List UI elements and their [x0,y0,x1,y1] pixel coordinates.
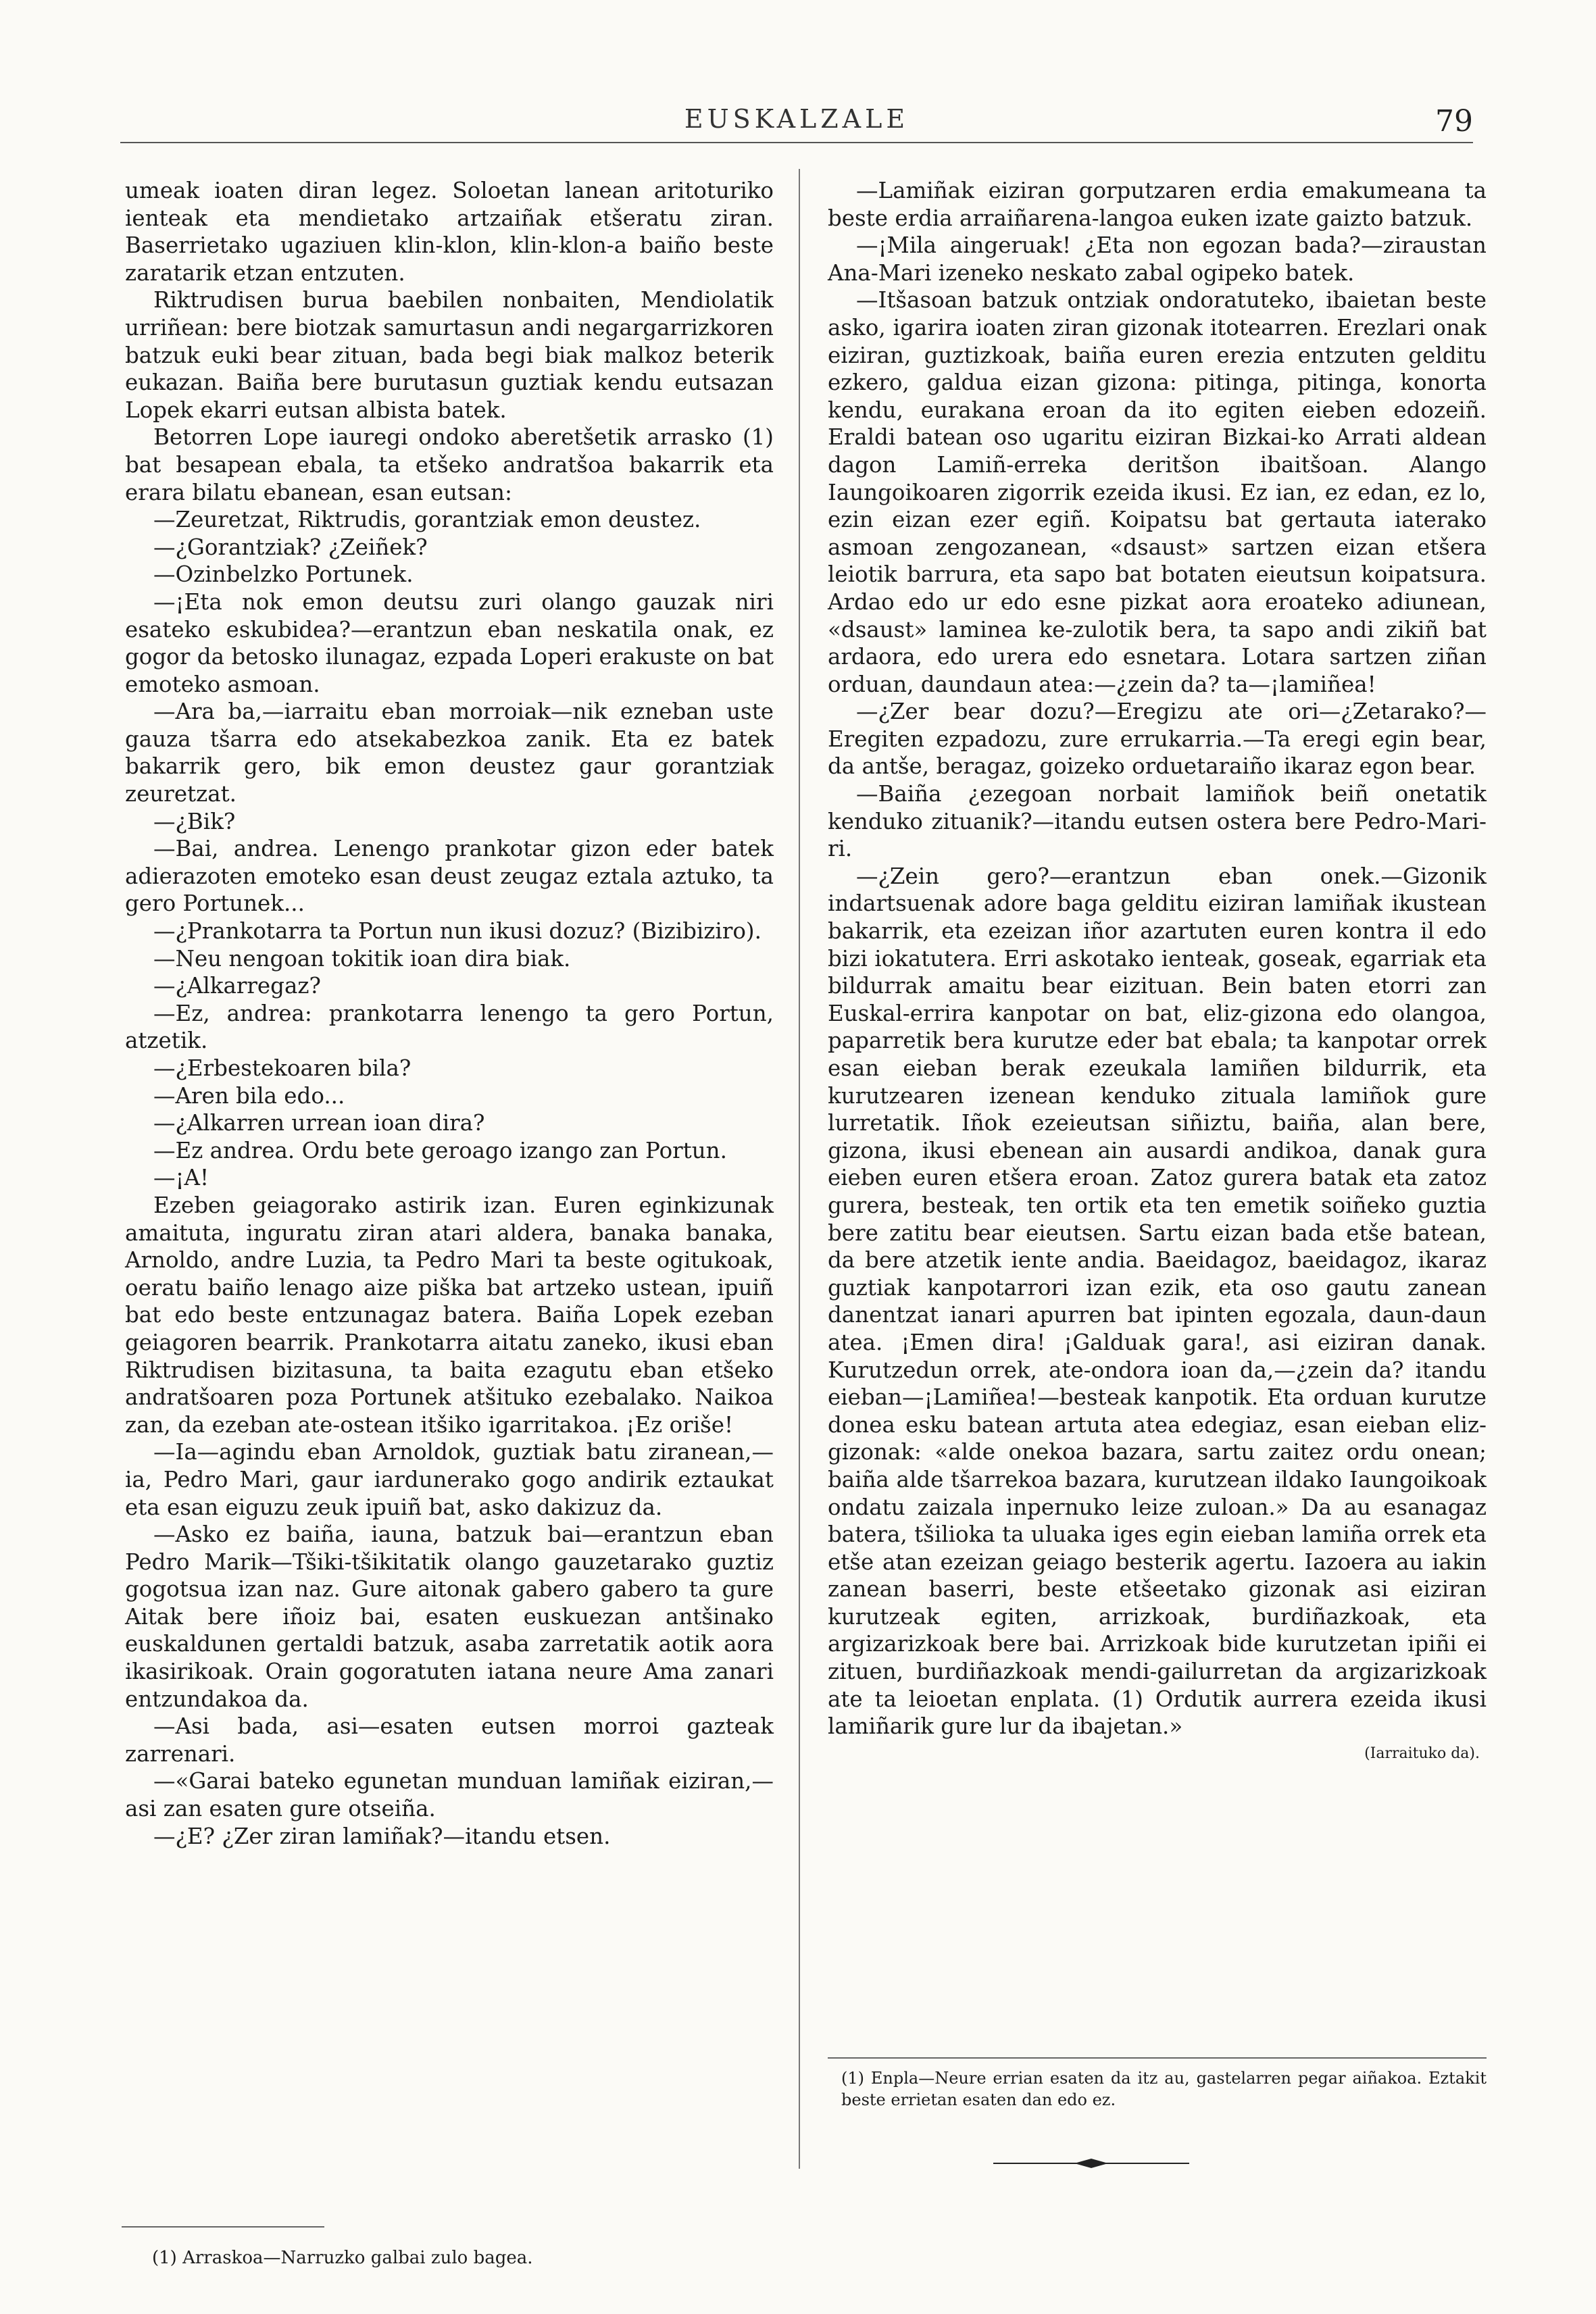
paragraph: —Bai, andrea. Lenengo prankotar gizon eder batek adierazoten emoteko esan deust zeugaz eztala aztuko, ta gero Portunek... [125,836,774,917]
journal-title: EUSKALZALE [684,104,909,134]
paragraph: —Itšasoan batzuk ontziak ondoratuteko, ibaietan beste asko, igarira ioaten ziran gizonak itotearren. Erezlari onak eiziran, guztizkoak, baiña euren erezia entzuten gelditu ezkero, galdua eizan gizona: pitinga, pitinga, konorta kendu, eurakana eroan da ito egiten eieben edozeiñ. Eraldi batean oso ugaritu eiziran Bizkai-ko Arrati aldean dagon Lamiñ-erreka deritšon ibaitšoan. Alango Iaungoikoaren zigorrik ezeida ikusi. Ez ian, ez edan, ez lo, ezin eizan ezer egiñ. Koipatsu bat gertauta iaterako asmoan zengozanean, «dsaust» sartzen eizan etšera leiotik barrura, eta sapo bat botaten eieutsun koipatsura. Ardao edo ur edo esne pizkat aora eroateko adiunean, «dsaust» laminea ke-zulotik bera, ta sapo andi zikiñ bat ardaora, edo urera edo esnetara. Lotara sartzen ziñan orduan, daundaun atea:—¿zein da? ta—¡lamiñea! [828,287,1487,697]
ornament-divider-icon [993,2157,1189,2170]
paragraph: —Ara ba,—iarraitu eban morroiak—nik ezneban uste gauza tšarra edo atsekabezkoa zanik. Eta ez batek bakarrik gero, bik emon deustez gaur gorantziak zeuretzat. [125,699,774,807]
paragraph: —¿Bik? [153,808,236,834]
paragraph: —Baiña ¿ezegoan norbait lamiñok beiñ onetatik kenduko zituanik?—itandu eutsen ostera bere Pedro-Mari-ri. [828,781,1487,862]
paragraph: —¿E? ¿Zer ziran lamiñak?—itandu etsen. [153,1823,611,1849]
continued-note: (Iarraituko da). [1364,1744,1480,1762]
footnote-right: (1) Enpla—Neure errian esaten da itz au, gastelarren pegar aiñakoa. Eztakit beste errietan esaten dan edo ez. [841,2069,1487,2109]
footnote-rule [122,2226,324,2228]
header-rule [120,142,1473,143]
paragraph: Betorren Lope iauregi ondoko aberetšetik arrasko (1) bat besapean ebala, ta etšeko andratšoa bakarrik eta erara bilatu ebanean, esan eutsan: [125,424,774,505]
footnote-left: (1) Arraskoa—Narruzko galbai zulo bagea. [152,2248,533,2268]
paragraph: —¡Mila aingeruak! ¿Eta non egozan bada?—ziraustan Ana-Mari izeneko neskato zabal ogipeko batek. [828,232,1487,286]
paragraph: —Aren bila edo... [153,1082,345,1109]
paragraph: —Ez andrea. Ordu bete geroago izango zan Portun. [153,1137,727,1163]
paragraph: —Lamiñak eiziran gorputzaren erdia emakumeana ta beste erdia arraiñarena-langoa euken izate gaizto batzuk. [828,178,1487,231]
paragraph: —¿Alkarregaz? [153,973,321,999]
page-number: 79 [1435,104,1473,139]
left-column [125,177,774,2197]
paragraph: Ezeben geiagorako astirik izan. Euren eginkizunak amaituta, inguratu ziran atari aldera, banaka banaka, Arnoldo, andre Luzia, ta Pedro Mari ta beste ogitukoak, oeratu baiño lenago aize piška bat artzeko ustean, ipuiñ bat edo beste entzunagaz batera. Baiña Lopek ezeban geiagoren bearrik. Prankotarra aitatu zaneko, ikusi eban Riktrudisen bizitasuna, ta baita ezagutu eban etšeko andratšoaren poza Portunek atšituko ezebalako. Naikoa zan, da ezeban ate-ostean itšiko igarritakoa. ¡Ez oriše! [125,1192,774,1438]
paragraph: —Neu nengoan tokitik ioan dira biak. [153,945,571,972]
paragraph: —¿Erbestekoaren bila? [153,1055,412,1081]
page-header [120,100,1473,147]
paragraph: —«Garai bateko egunetan munduan lamiñak eiziran,—asi zan esaten gure otseiña. [125,1768,774,1822]
paragraph: —Ia—agindu eban Arnoldok, guztiak batu ziranean,—ia, Pedro Mari, gaur iardunerako gogo andirik eztaukat eta esan eiguzu zeuk ipuiñ bat, asko dakizuz da. [125,1439,774,1520]
paragraph: —Ozinbelzko Portunek. [153,561,414,588]
paragraph: —Asi bada, asi—esaten eutsen morroi gazteak zarrenari. [125,1713,774,1767]
paragraph: —Ez, andrea: prankotarra lenengo ta gero Portun, atzetik. [125,1000,774,1054]
right-column [828,177,1487,2123]
paragraph: —¿Prankotarra ta Portun nun ikusi dozuz? (Bizibiziro). [153,918,762,945]
column-divider [799,169,800,2169]
paragraph: —¡Eta nok emon deutsu zuri olango gauzak niri esateko eskubidea?—erantzun eban neskatila onak, ez gogor da betosko ilunagaz, ezpada Loperi erakuste on bat emoteko asmoan. [125,588,774,697]
paragraph: —¿Gorantziak? ¿Zeiñek? [153,534,428,560]
paragraph: —¿Zein gero?—erantzun eban onek.—Gizonik indartsuenak adore baga gelditu eiziran lamiñak ikustean bakarrik, eta ezeizan iñor azartuten euren kontra il edo bizi iokatutera. Erri askotako ienteak, goseak, egarriak eta bildurrak amaitu bear eizituan. Bein baten etorri zan Euskal-errira kanpotar on bat, eliz-gizona edo olangoa, paparretik bera kurutze eder bat ebala; ta kanpotar orrek esan eieban berak ezeukala lamiñen bildurrik, eta kurutzearen izenean kenduko zituala lamiñok gure lurretatik. Iñok ezeieutsan siñiztu, baiña, alan bere, gizona, ikusi ebenean ain ausardi andikoa, danak gura eieben euren etšera eroan. Zatoz gurera batak eta zatoz gurera, besteak, ten ortik eta ten emetik soiñeko guztia bere zatitu bear eieutsen. Sartu eizan bada etše batean, da bere atzetik iente andia. Baeidagoz, baeidagoz, ikaraz guztiak kanpotarrori izan ezik, eta oso gautu zanean danentzat ianari apurren bat ipinten egozala, daun-daun atea. ¡Emen dira! ¡Galduak gara!, asi eiziran danak. Kurutzedun orrek, ate-ondora ioan da,—¿zein da? itandu eieban—¡Lamiñea!—besteak kanpotik. Eta orduan kurutze donea esku batean artuta atea edegiaz, esan eieban eliz-gizonak: «alde onekoa bazara, sartu zaitez ordu onean; baiña alde tšarrekoa bazara, kurutzean ildako Iaungoikoak ondatu zaizala inpernuko leize zuloan.» Da au esanagaz batera, tšilioka ta uluaka iges egin eieban lamiña orrek eta etše atan ezeizan geiago besterik agertu. Iazoera au iakin zanean baserri, beste etšeetako gizonak asi eiziran kurutzeak egiten, arrizkoak, burdiñazkoak, eta argizarizkoak bere bai. Arrizkoak bide kurutzetan ipiñi ei zituen, burdiñazkoak mendi-gailurretan da argizarizkoak ate ta leioetan enplata. (1) Ordutik aurrera ezeida ikusi lamiñarik gure lur da ibajetan.» [828,863,1487,1740]
paragraph: Riktrudisen burua baebilen nonbaiten, Mendiolatik urriñean: bere biotzak samurtasun andi negargarrizkoren batzuk euki bear zituan, bada begi biak malkoz beterik eukazan. Baiña bere burutasun guztiak kendu eutsazan Lopek ekarri eutsan albista batek. [125,287,774,423]
paragraph: —Zeuretzat, Riktrudis, gorantziak emon deustez. [153,507,701,533]
paragraph: —Asko ez baiña, iauna, batzuk bai—erantzun eban Pedro Marik—Tšiki-tšikitatik olango gauzetarako guztiz gogotsua izan naz. Gure aitonak gabero gabero ta gure Aitak bere iñoiz bai, esaten euskuezan antšinako euskaldunen gertaldi batzuk, asaba zarretatik aotik aora ikasirikoak. Orain gogoratuten iatana neure Ama zanari entzundakoa da. [125,1521,774,1712]
footnote-rule [828,2057,1487,2059]
paragraph: —¡A! [153,1165,209,1191]
paragraph: umeak ioaten diran legez. Soloetan lanean aritoturiko ienteak eta mendietako artzaiñak etšeratu ziran. Baserrietako ugaziuen klin-klon, klin-klon-a baiño beste zaratarik etzan entzuten. [125,178,774,286]
paragraph: —¿Alkarren urrean ioan dira? [153,1110,485,1136]
paragraph: —¿Zer bear dozu?—Eregizu ate ori—¿Zetarako?—Eregiten ezpadozu, zure errukarria.—Ta eregi egin bear, da antše, beragaz, goizeko orduetaraiño ikaraz egon bear. [828,699,1487,780]
